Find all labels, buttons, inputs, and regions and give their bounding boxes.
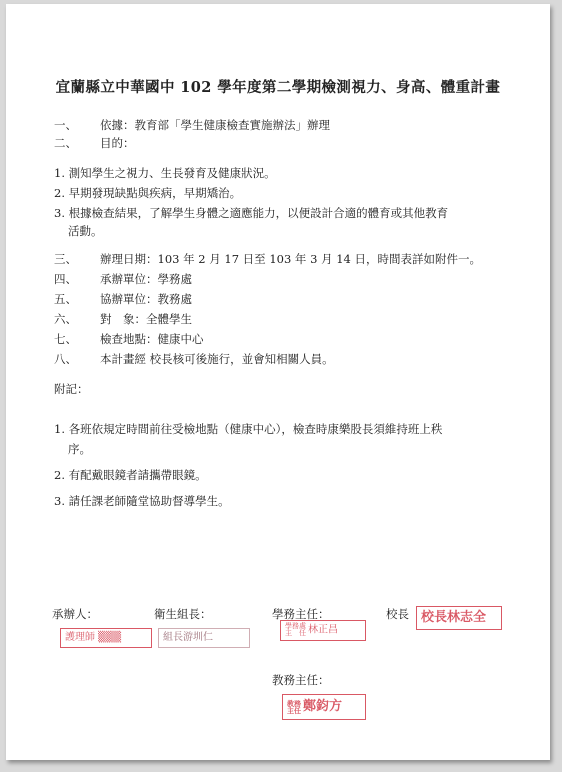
purpose-item: 3. 根據檢查結果，了解學生身體之適應能力，以便設計合適的體育或其他教育 xyxy=(54,206,449,220)
signature-label-health-leader: 衛生組長： xyxy=(154,607,212,621)
purpose-item: 2. 早期發現缺點與疾病，早期矯治。 xyxy=(54,186,242,200)
signature-label-principal: 校長 xyxy=(386,607,409,621)
section-purpose xyxy=(54,136,135,150)
health-leader-stamp-text: 組長游圳仁 xyxy=(163,632,213,643)
section-item xyxy=(54,252,481,266)
section-text: 對 象：全體學生 xyxy=(100,312,192,326)
section-number: 四、 xyxy=(54,272,77,286)
section-basis xyxy=(54,118,330,132)
section-item xyxy=(54,332,204,346)
student-affairs-stamp xyxy=(280,620,366,641)
principal-stamp xyxy=(416,606,502,630)
signature-label-handler: 承辦人： xyxy=(52,607,98,621)
principal-stamp-text: 校長林志全 xyxy=(421,610,487,625)
academic-affairs-stamp xyxy=(282,694,366,720)
section-text: 本計畫經 校長核可後施行，並會知相關人員。 xyxy=(100,352,334,366)
signature-label-academic-affairs: 教務主任： xyxy=(272,673,330,687)
purpose-item: 1. 測知學生之視力、生長發育及健康狀況。 xyxy=(54,166,276,180)
purpose-item-continued: 活動。 xyxy=(68,224,103,238)
appendix-item: 2. 有配戴眼鏡者請攜帶眼鏡。 xyxy=(54,468,207,482)
handler-stamp: 護理師 ▒▒▒ xyxy=(60,628,152,648)
student-affairs-stamp-text: 林正昌 xyxy=(308,624,338,636)
appendix-item: 3. 請任課老師隨堂協助督導學生。 xyxy=(54,494,230,508)
section-text: 承辦單位：學務處 xyxy=(100,272,192,286)
document-title: 宜蘭縣立中華國中 102 學年度第二學期檢測視力、身高、體重計畫 xyxy=(55,79,501,96)
student-affairs-stamp-small: 學務處 主 任 xyxy=(285,622,306,637)
section-number: 二、 xyxy=(54,136,77,150)
signature-label-student-affairs: 學務主任： xyxy=(272,607,330,621)
section-number: 三、 xyxy=(54,252,77,266)
section-text: 依據：教育部「學生健康檢查實施辦法」辦理 xyxy=(100,118,330,132)
section-number: 五、 xyxy=(54,292,77,306)
appendix-item-continued: 序。 xyxy=(68,442,91,456)
section-number: 七、 xyxy=(54,332,77,346)
academic-affairs-stamp-small: 教務 主任 xyxy=(287,698,301,715)
academic-affairs-stamp-text: 鄭鈞方 xyxy=(303,699,343,714)
section-item xyxy=(54,352,334,366)
handler-stamp-text: 護理師 xyxy=(65,632,95,643)
section-item xyxy=(54,312,192,326)
appendix-item: 1. 各班依規定時間前往受檢地點（健康中心），檢查時康樂股長須維持班上秩 xyxy=(54,422,443,436)
section-item xyxy=(54,272,192,286)
section-number: 八、 xyxy=(54,352,77,366)
section-text: 檢查地點：健康中心 xyxy=(100,332,204,346)
section-item xyxy=(54,292,192,306)
section-number: 六、 xyxy=(54,312,77,326)
appendix-label: 附記： xyxy=(54,382,89,396)
document-page xyxy=(6,4,550,760)
section-number: 一、 xyxy=(54,118,77,132)
health-leader-stamp xyxy=(158,628,250,648)
section-text: 辦理日期：103 年 2 月 17 日至 103 年 3 月 14 日，時間表詳如附件一。 xyxy=(100,252,482,266)
section-text: 協辦單位：教務處 xyxy=(100,292,192,306)
section-text: 目的： xyxy=(100,136,135,150)
